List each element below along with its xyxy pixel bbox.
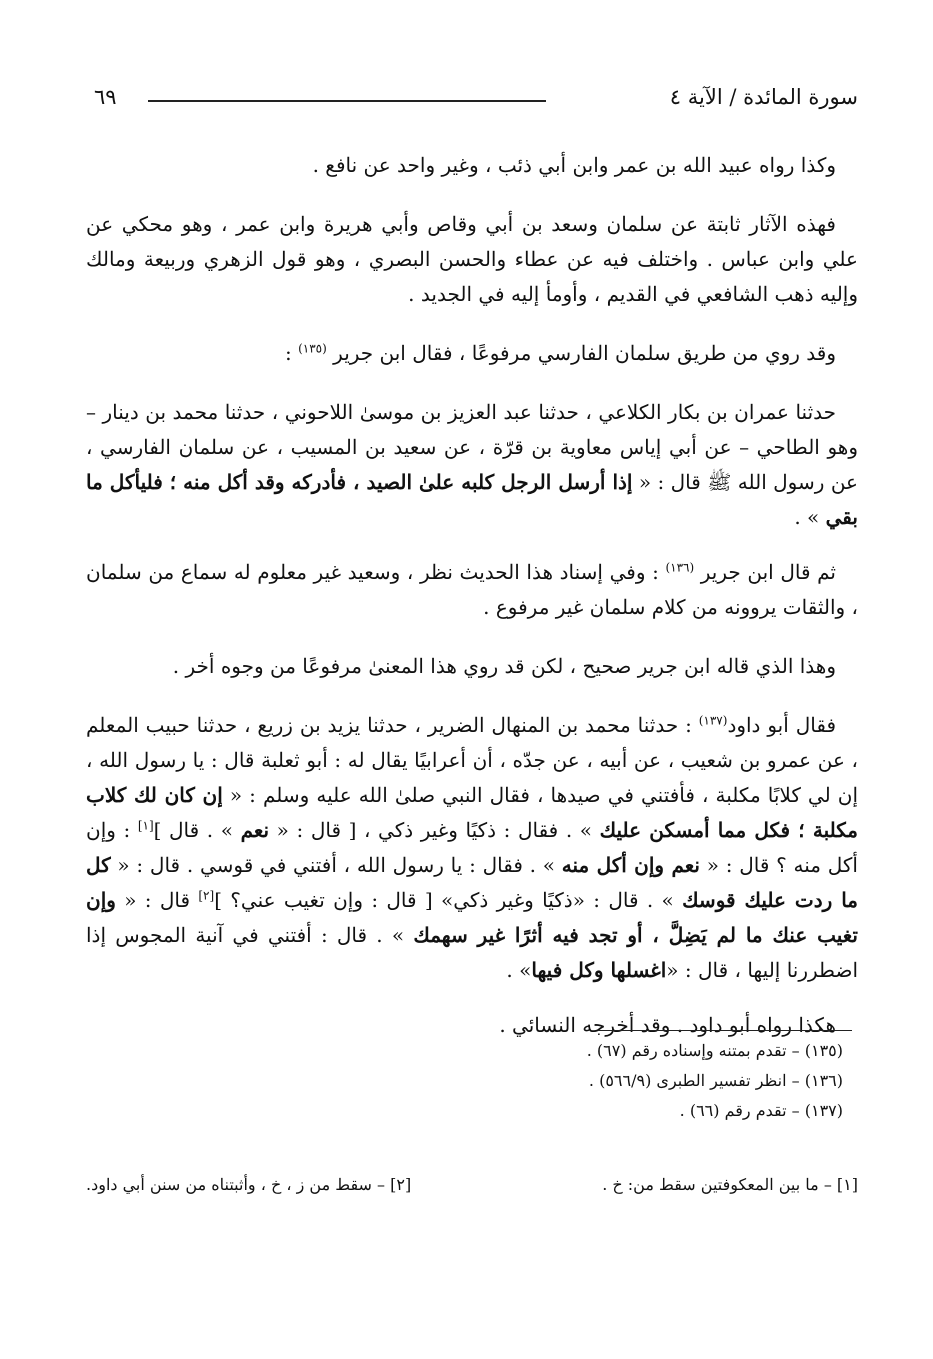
hadith-quote: وإن تغيب عنك ما لم يَضِلَّ ، أو تجد فيه أثرًا غير سهمك [86,888,858,947]
variant-note-2: [٢] – سقط من ز ، خ ، وأثبتناه من سنن أبي داود. [86,1175,412,1194]
text-run: » . قال ] [153,818,241,842]
footnote-rule [598,1030,852,1031]
hadith-quote: كل ما ردت عليك قوسك [86,853,859,912]
main-text [86,148,858,1067]
text-run: » . [506,958,532,982]
hadith-quote: اغسلها وكل فيها [531,958,667,982]
running-title: سورة المائدة / الآية ٤ [669,85,858,109]
text-run: قال : « [115,888,199,912]
hadith-quote: إذا أرسل الرجل كلبه علىٰ الصيد ، فأدركه وقد أكل منه ؛ فليأكل ما بقي [86,470,858,529]
text-run: » . قال : أفتني في آنية المجوس إذا اضطررنا إليها ، قال : « [86,923,858,982]
text-run: فهذه الآثار ثابتة عن سلمان وسعد بن أبي وقاص وأبي هريرة وابن عمر ، وهو محكي عن علي وابن عباس . واختلف فيه عن عطاء والحسن البصري ، وهو قول الزهري وربيعة ومالك وإليه ذهب الشافعي في القديم ، وأومأ إليه في الجديد . [86,212,858,306]
text-run: وهذا الذي قاله ابن جرير صحيح ، لكن قد روي هذا المعنىٰ مرفوعًا من وجوه أخر . [172,654,836,678]
page-header [90,82,858,114]
text-run: ثم قال ابن جرير [694,560,836,584]
text-run: » . قال : «ذكيًا وغير ذكي» [ قال : وإن تغيب عني؟ ] [214,888,683,912]
footnote-137: (١٣٧) – تقدم رقم (٦٦) . [679,1101,843,1120]
text-run: وكذا رواه عبيد الله بن عمر وابن أبي ذئب ، وغير واحد عن نافع . [312,153,836,177]
footnotes [443,1036,843,1126]
paragraph [86,336,858,371]
variant-notes [86,1170,858,1202]
paragraph [86,555,858,625]
paragraph [86,649,858,684]
text-run: وقد روي من طريق سلمان الفارسي مرفوعًا ، فقال ابن جرير [326,341,836,365]
text-run: » . فقال : ذكيًا وغير ذكي ، [ قال : « [269,818,600,842]
page-number: ٦٩ [94,85,117,109]
reference-marker: (١٣٥) [298,341,327,356]
reference-marker: (١٣٦) [665,560,695,575]
text-run: : [284,341,299,365]
footnote-136: (١٣٦) – انظر تفسير الطبرى (٥٦٦/٩) . [588,1071,843,1090]
reference-marker: [٢] [198,888,215,903]
reference-marker: (١٣٧) [698,713,728,728]
hadith-quote: نعم وإن أكل منه [561,853,700,877]
text-run: : وفي إسناد هذا الحديث نظر ، وسعيد غير معلوم له سماع من سلمان ، والثقات يروونه من كلام سلمان غير مرفوع . [86,560,858,619]
text-run: : حدثنا محمد بن المنهال الضرير ، حدثنا يزيد بن زريع ، حدثنا حبيب المعلم ، عن عمرو بن شعيب ، عن أبيه ، عن جدّه ، أن أعرابيًا يقال له : أبو ثعلبة قال : يا رسول الله ، إن لي كلابًا مكلبة ، فأفتني في صيدها ، فقال النبي صلىٰ الله عليه وسلم : « [86,713,858,807]
footnote-135: (١٣٥) – تقدم بمتنه وإسناده رقم (٦٧) . [586,1041,843,1060]
hadith-quote: إن كان لك كلاب مكلبة ؛ فكل مما أمسكن عليك [86,783,858,842]
hadith-quote: نعم [240,818,270,842]
reference-marker: [١] [137,818,154,833]
text-run: فقال أبو داود [727,713,837,737]
variant-note-1: [١] – ما بين المعكوفتين سقط من: خ . [602,1175,858,1194]
paragraph [86,207,858,312]
text-run: حدثنا عمران بن بكار الكلاعي ، حدثنا عبد العزيز بن موسىٰ اللاحوني ، حدثنا محمد بن دينار – وهو الطاحي – عن أبي إياس معاوية بن قرّة ، عن سعيد بن المسيب ، عن سلمان الفارسي ، عن رسول الله ﷺ قال : « [86,400,858,494]
text-run: » . [794,505,826,529]
paragraph [86,395,858,535]
text-run: هكذا رواه أبو داود . وقد أخرجه النسائي . [499,1013,836,1037]
paragraph [86,148,858,183]
paragraph [86,708,858,988]
header-rule [148,100,546,102]
text-run: : وإن أكل منه ؟ قال : « [86,818,858,877]
text-run: » . فقال : يا رسول الله ، أفتني في قوسي . قال : « [110,853,562,877]
